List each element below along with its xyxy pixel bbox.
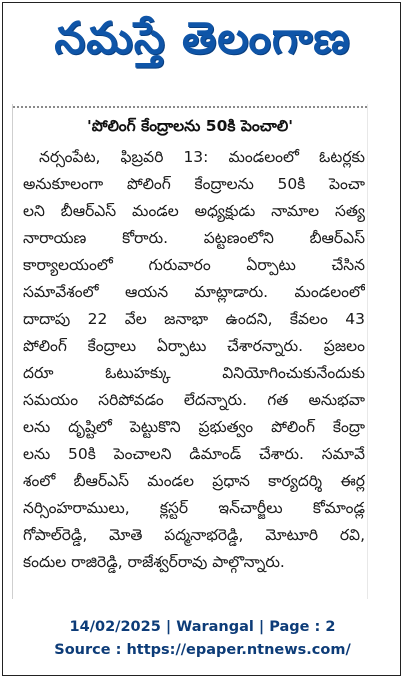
masthead-logo: నమస్తే తెలంగాణ xyxy=(54,13,351,64)
article-line: నర్సంపేట, ఫిబ్రవరి 13: మండలంలో ఓటర్లకు xyxy=(39,148,365,166)
article-clipping xyxy=(13,104,367,599)
article-line: లని బీఆర్ఎస్ మండల అధ్యక్షుడు నామాల సత్య xyxy=(23,202,365,220)
article-line: దరూ ఓటుహక్కు వినియోగించుకునేందుకు xyxy=(23,364,365,382)
article-headline: 'పోలింగ్ కేంద్రాలను 50కి పెంచాలి' xyxy=(87,117,293,135)
article-line: సమయం సరిపోవడం లేదన్నారు. గత అనుభవా xyxy=(23,391,365,409)
article-line: నారాయణ కోరారు. పట్టణంలోని బీఆర్ఎస్ xyxy=(23,229,365,247)
clipping-top-rule xyxy=(13,106,367,108)
source-link[interactable]: Source : https://epaper.ntnews.com/ xyxy=(54,642,351,658)
article-line: శంలో బీఆర్ఎస్ మండల ప్రధాన కార్యదర్శి ఈర్ల xyxy=(23,472,365,490)
article-line: కందుల రాజిరెడ్డి, రాజేశ్వర్‌రావు పాల్గొన్నారు. xyxy=(23,553,285,571)
article-line: కార్యాలయంలో గురువారం ఏర్పాటు చేసిన xyxy=(23,256,365,274)
article-line: సమావేశంలో ఆయన మాట్లాడారు. మండలంలో xyxy=(23,283,365,301)
clipped-next-line-fragment xyxy=(105,591,315,598)
article-line: లను 50కి పెంచాలని డిమాండ్ చేశారు. సమావే xyxy=(23,445,365,463)
article-line: పోలింగ్ కేంద్రాలు ఏర్పాటు చేశారన్నారు. ప్రజలం xyxy=(23,337,365,355)
article-line: దాదాపు 22 వేల జనాభా ఉందని, కేవలం 43 xyxy=(23,310,365,328)
article-line: అనుకూలంగా పోలింగ్ కేంద్రాలను 50కి పెంచా xyxy=(23,175,365,193)
newspaper-masthead xyxy=(0,0,405,78)
article-line: లను దృష్టిలో పెట్టుకొని ప్రభుత్వం పోలింగ్ కేంద్రా xyxy=(23,418,365,436)
article-body xyxy=(23,144,365,576)
article-line: నర్సింహరాములు, క్లస్టర్ ఇన్‌చార్జీలు కోమాండ్ల xyxy=(23,499,365,517)
edition-info: 14/02/2025 | Warangal | Page : 2 xyxy=(69,619,336,635)
article-line: గోపాల్‌రెడ్డి, మోతె పద్మనాభరెడ్డి, మోటూరి రవి, xyxy=(23,526,365,544)
